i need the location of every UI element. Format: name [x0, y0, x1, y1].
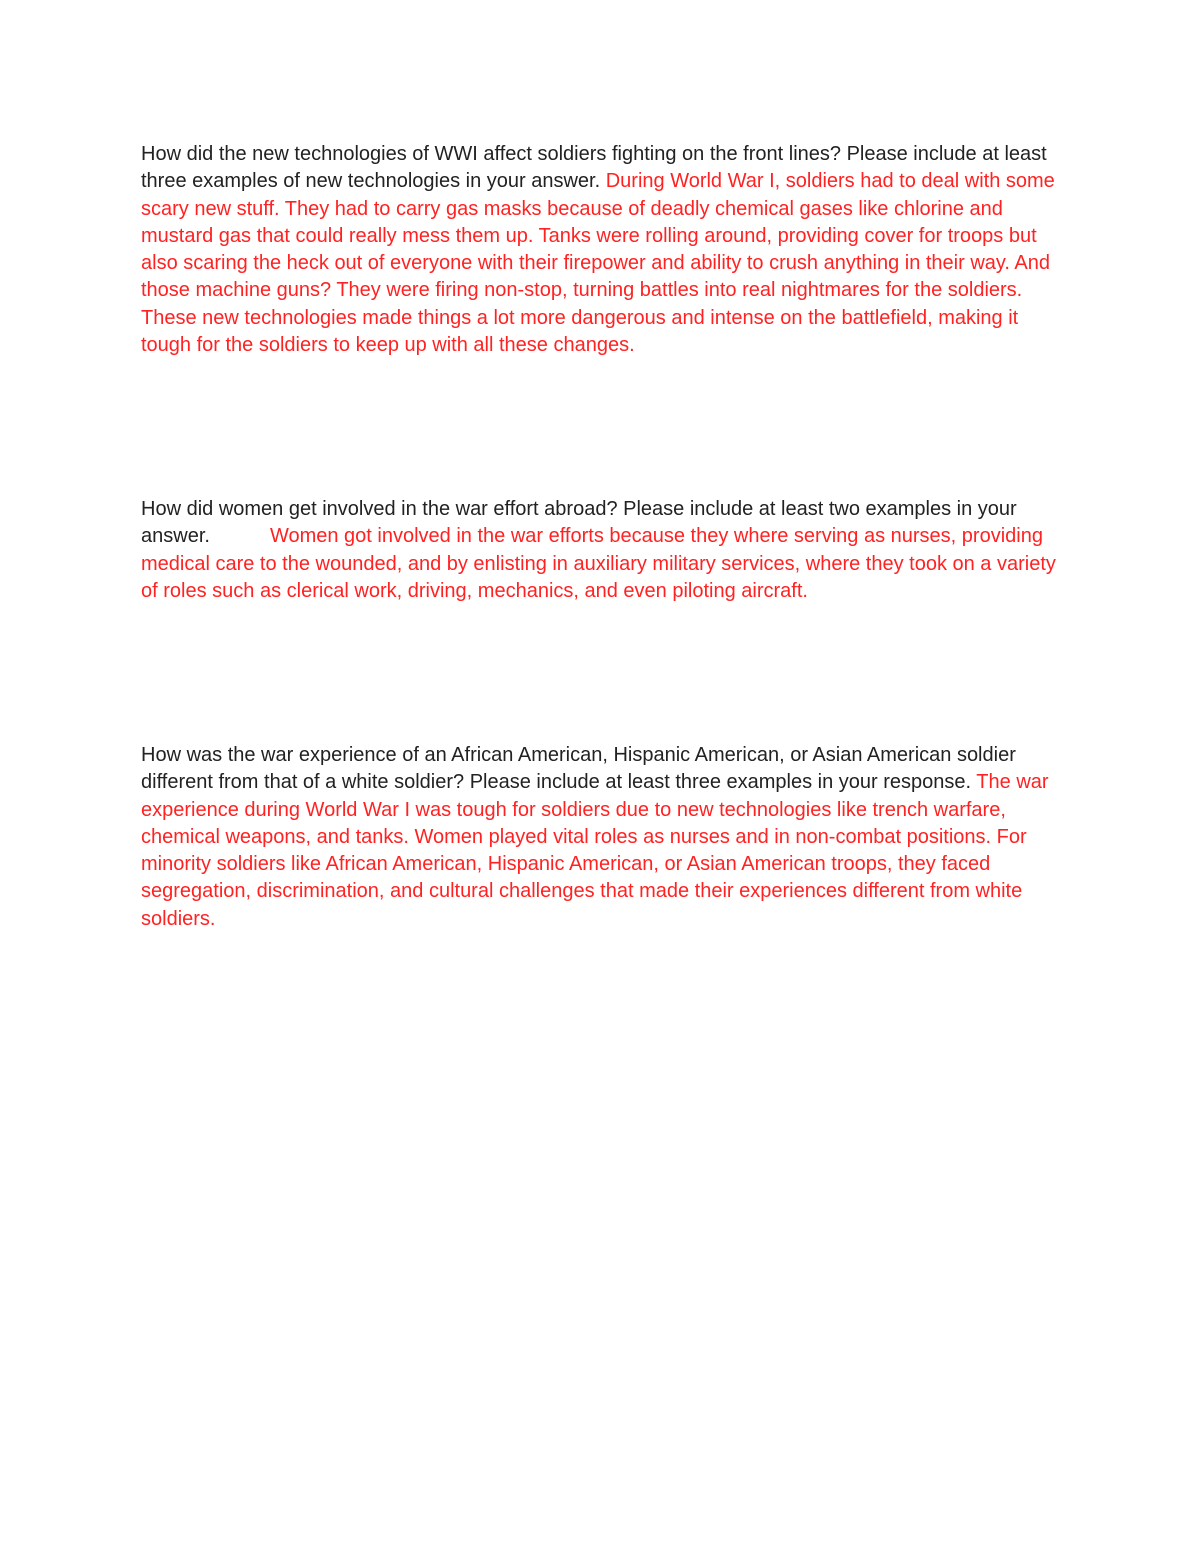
answer-text: The war experience during World War I was tough for soldiers due to new technologies like trench warfare, chemical weapons, and tanks. Women played vital roles as nurses and in non-combat positions. For minority soldiers like African American, Hispanic American, or Asian American troops, they faced segregation, discrimination, and cultural challenges that made their experiences different from white soldiers.: [141, 771, 1049, 930]
qa-block-technologies: [141, 141, 1066, 359]
question-text: How did women get involved in the war effort abroad? Please include at least two examples in your answer.: [141, 498, 1017, 548]
qa-block-minority-soldiers: [141, 742, 1066, 933]
question-text: How did the new technologies of WWI affect soldiers fighting on the front lines? Please include at least three examples of new technologies in your answer.: [141, 143, 1047, 193]
answer-text: Women got involved in the war efforts because they where serving as nurses, providing medical care to the wounded, and by enlisting in auxiliary military services, where they took on a variety of roles such as clerical work, driving, mechanics, and even piloting aircraft.: [141, 525, 1056, 602]
answer-text: During World War I, soldiers had to deal with some scary new stuff. They had to carry gas masks because of deadly chemical gases like chlorine and mustard gas that could really mess them up. Tanks were rolling around, providing cover for troops but also scaring the heck out of everyone with their firepower and ability to crush anything in their way. And those machine guns? They were firing non-stop, turning battles into real nightmares for the soldiers. These new technologies made things a lot more dangerous and intense on the battlefield, making it tough for the soldiers to keep up with all these changes.: [141, 170, 1055, 357]
qa-block-women: [141, 496, 1066, 605]
question-text: How was the war experience of an African American, Hispanic American, or Asian American soldier different from that of a white soldier? Please include at least three examples in your response.: [141, 744, 1016, 794]
